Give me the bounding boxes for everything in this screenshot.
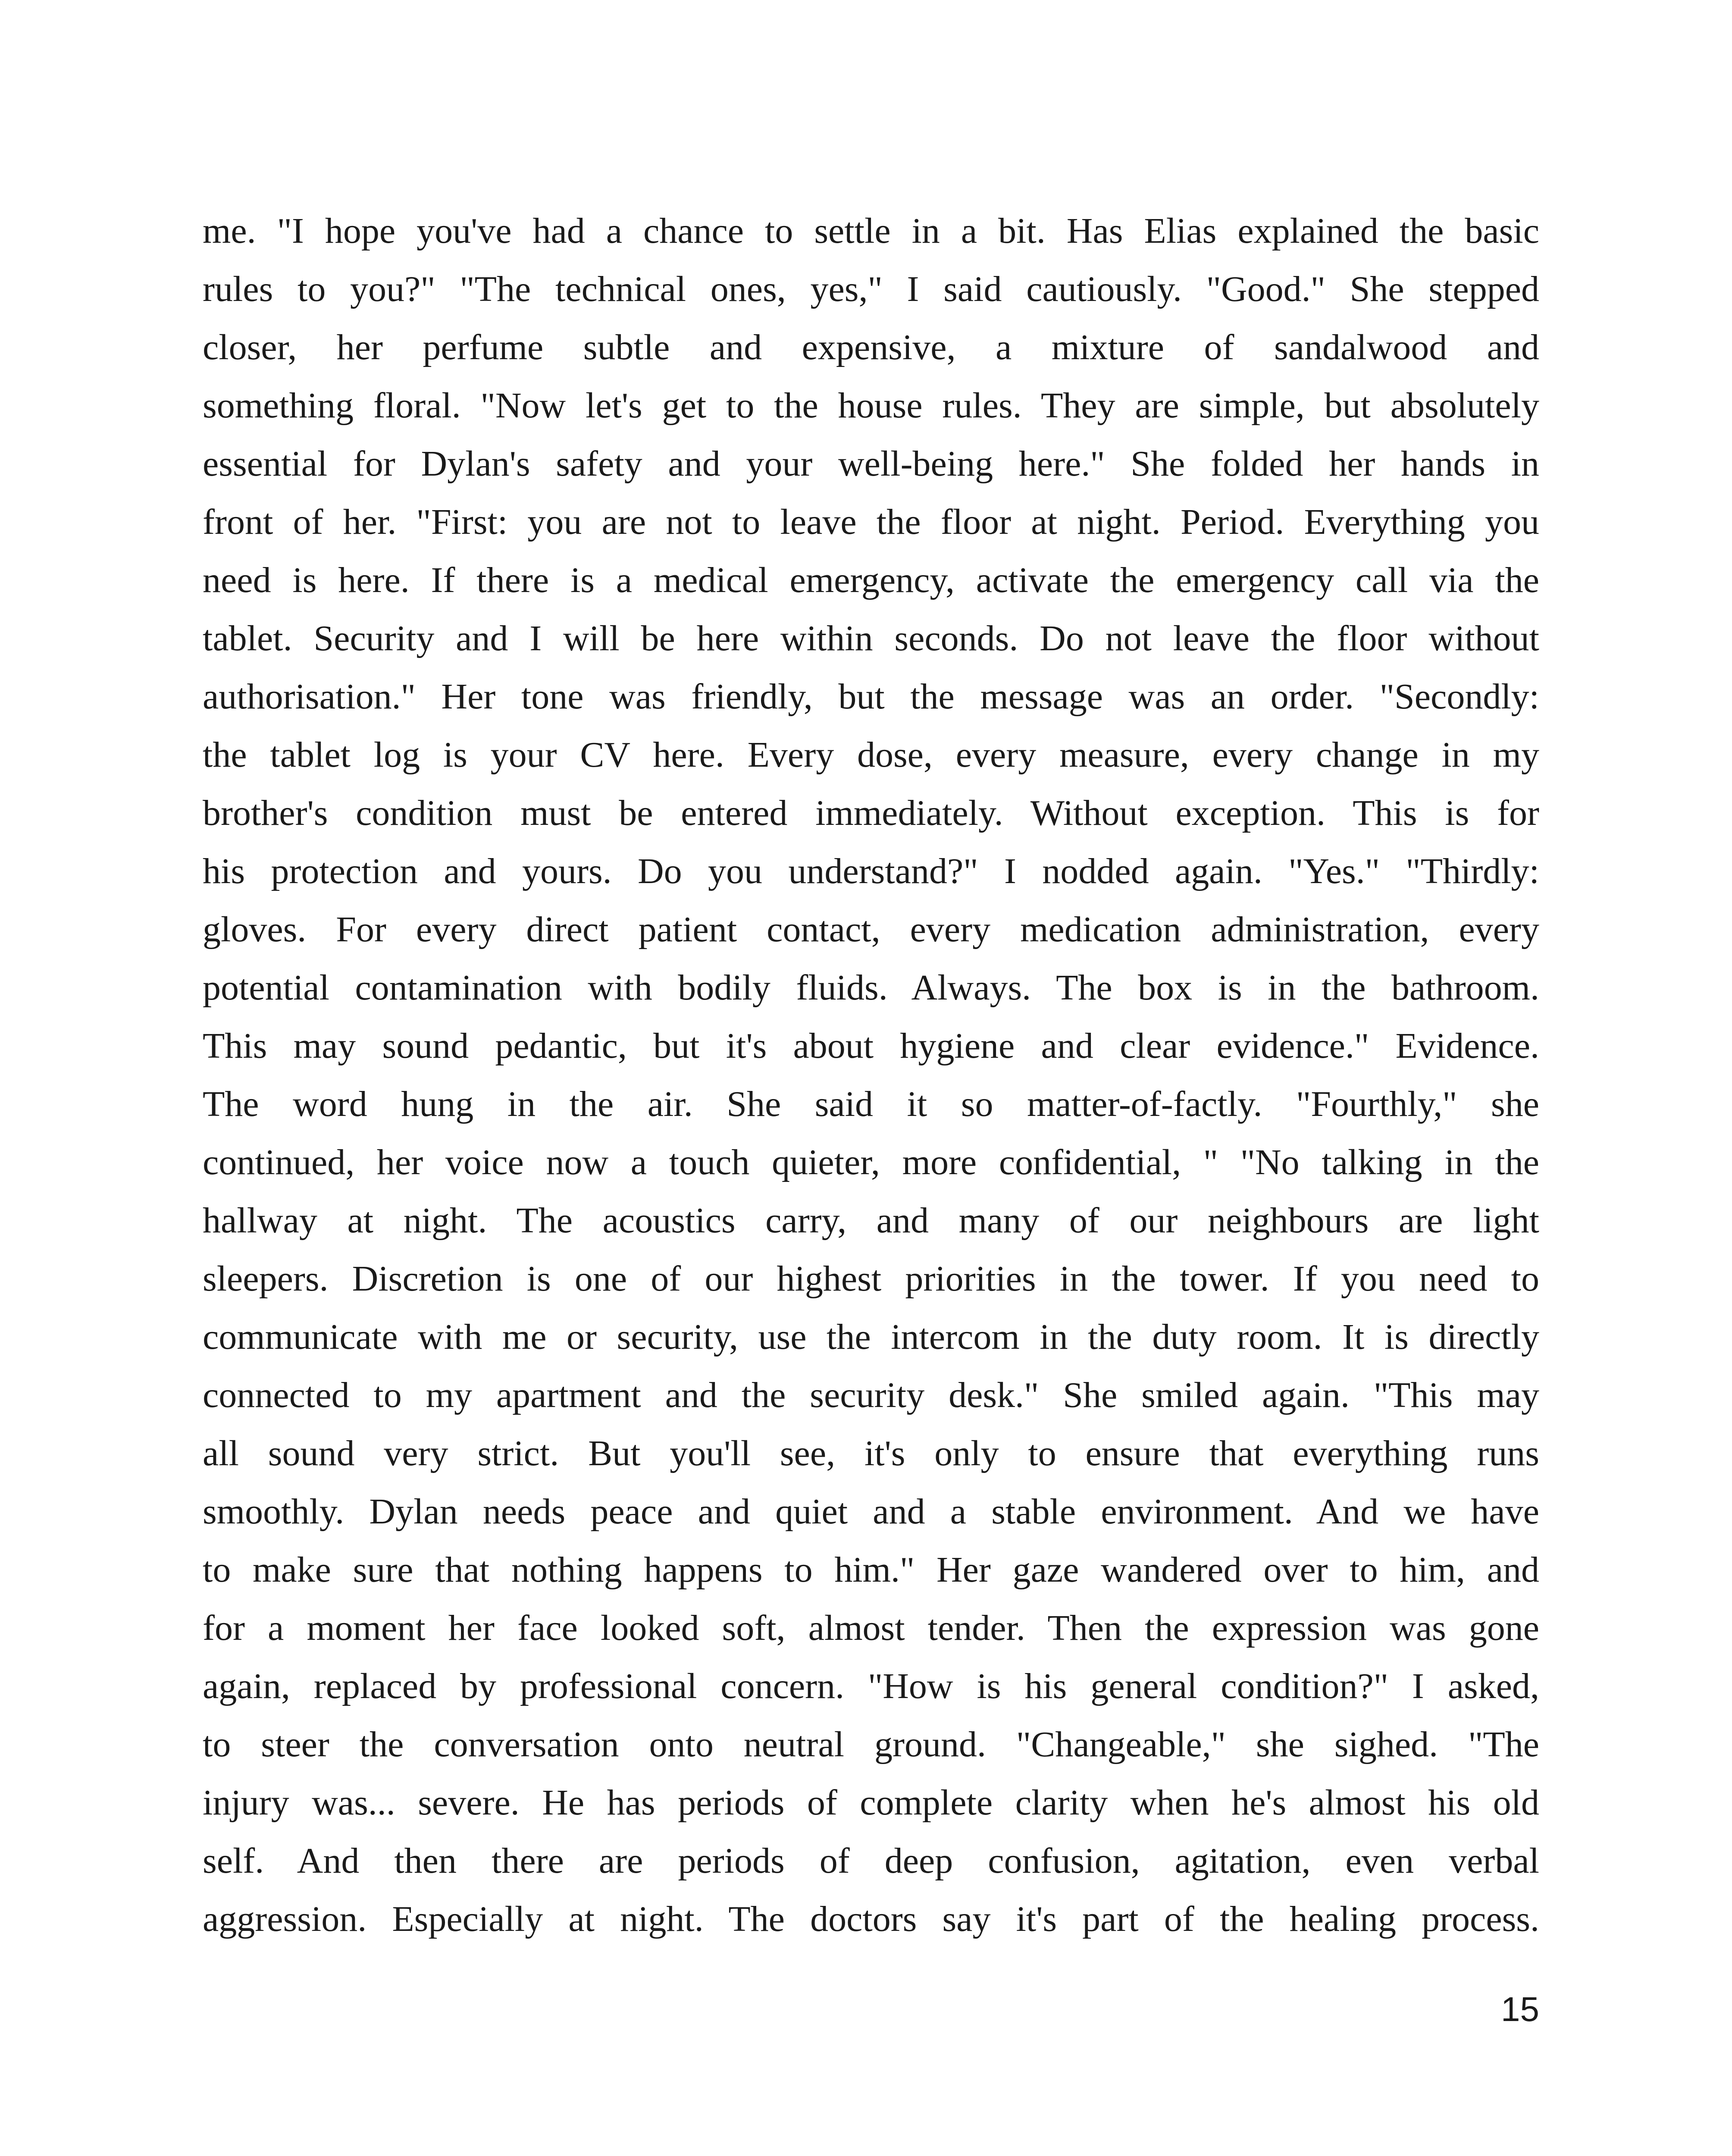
text-line: essential for Dylan's safety and your well-being here." She folded her hands in <box>203 444 1539 484</box>
text-line: need is here. If there is a medical emergency, activate the emergency call via the <box>203 560 1539 600</box>
text-line: continued, her voice now a touch quieter, more confidential, " "No talking in the <box>203 1142 1539 1182</box>
page-number: 15 <box>1501 1990 1539 2028</box>
text-line: rules to you?" "The technical ones, yes," I said cautiously. "Good." She stepped <box>203 269 1539 309</box>
text-line: hallway at night. The acoustics carry, and many of our neighbours are light <box>203 1200 1539 1241</box>
text-line: me. "I hope you've had a chance to settle in a bit. Has Elias explained the basic <box>203 211 1539 251</box>
text-line: brother's condition must be entered immediately. Without exception. This is for <box>203 793 1539 833</box>
text-line: his protection and yours. Do you understand?" I nodded again. "Yes." "Thirdly: <box>203 851 1539 891</box>
text-line: sleepers. Discretion is one of our highest priorities in the tower. If you need to <box>203 1259 1539 1299</box>
text-line: potential contamination with bodily fluids. Always. The box is in the bathroom. <box>203 968 1539 1008</box>
text-line: to make sure that nothing happens to him." Her gaze wandered over to him, and <box>203 1550 1539 1590</box>
text-line: self. And then there are periods of deep confusion, agitation, even verbal <box>203 1841 1539 1881</box>
text-line: to steer the conversation onto neutral ground. "Changeable," she sighed. "The <box>203 1724 1539 1764</box>
text-line: This may sound pedantic, but it's about hygiene and clear evidence." Evidence. <box>203 1026 1539 1066</box>
text-line: smoothly. Dylan needs peace and quiet and a stable environment. And we have <box>203 1492 1539 1532</box>
text-line: tablet. Security and I will be here within seconds. Do not leave the floor without <box>203 618 1539 658</box>
body-text <box>203 202 1539 1948</box>
text-line: all sound very strict. But you'll see, it's only to ensure that everything runs <box>203 1433 1539 1473</box>
text-line: front of her. "First: you are not to leave the floor at night. Period. Everything you <box>203 502 1539 542</box>
text-line: again, replaced by professional concern. "How is his general condition?" I asked, <box>203 1666 1539 1706</box>
text-line: closer, her perfume subtle and expensive, a mixture of sandalwood and <box>203 327 1539 367</box>
text-line: connected to my apartment and the security desk." She smiled again. "This may <box>203 1375 1539 1415</box>
text-line: injury was... severe. He has periods of complete clarity when he's almost his old <box>203 1783 1539 1823</box>
text-line: communicate with me or security, use the intercom in the duty room. It is directly <box>203 1317 1539 1357</box>
text-line: the tablet log is your CV here. Every dose, every measure, every change in my <box>203 735 1539 775</box>
text-line: aggression. Especially at night. The doctors say it's part of the healing process. <box>203 1899 1539 1939</box>
text-line: for a moment her face looked soft, almost tender. Then the expression was gone <box>203 1608 1539 1648</box>
text-line: The word hung in the air. She said it so matter-of-factly. "Fourthly," she <box>203 1084 1539 1124</box>
text-line: gloves. For every direct patient contact, every medication administration, every <box>203 909 1539 950</box>
text-line: authorisation." Her tone was friendly, but the message was an order. "Secondly: <box>203 677 1539 717</box>
text-line: something floral. "Now let's get to the house rules. They are simple, but absolutely <box>203 385 1539 426</box>
